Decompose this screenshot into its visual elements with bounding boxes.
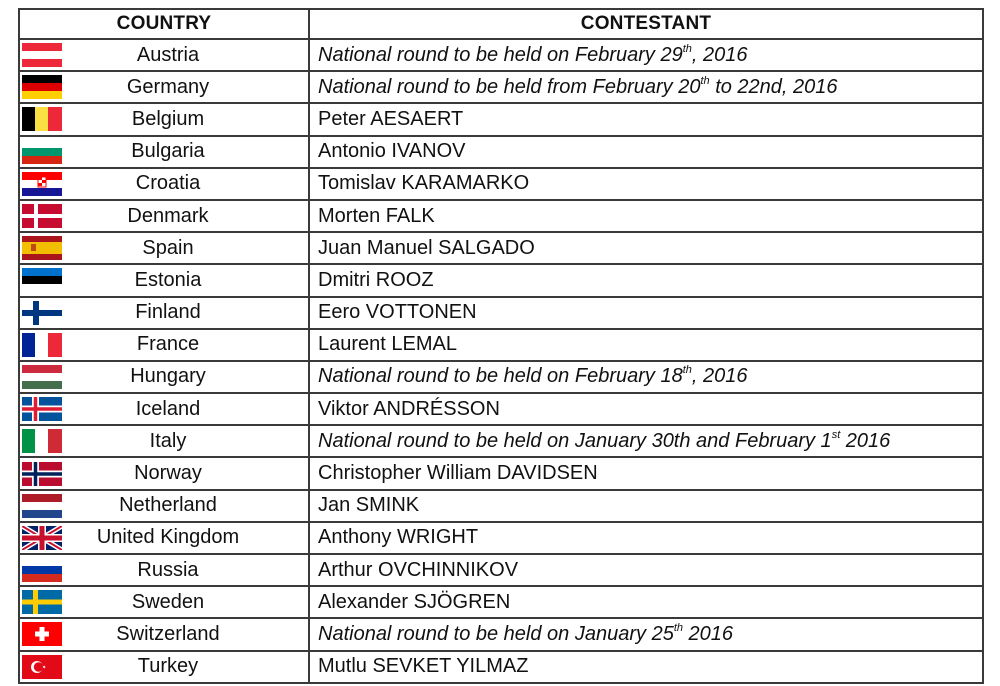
contestant-text: National round to be held on February 29 <box>318 43 683 66</box>
croatia-flag-icon <box>22 172 62 196</box>
country-name: Spain <box>142 236 194 259</box>
contestant-text: , 2016 <box>691 365 748 388</box>
contestant-text: Laurent LEMAL <box>318 333 457 356</box>
germany-flag-icon <box>22 75 62 99</box>
contestant-cell <box>309 651 983 683</box>
contestant-text: National round to be held on January 25 <box>318 622 674 645</box>
table-row <box>19 522 983 554</box>
country-cell <box>19 136 309 168</box>
table-row <box>19 329 983 361</box>
header-row <box>19 9 983 39</box>
estonia-flag-icon <box>22 268 62 292</box>
table-row <box>19 232 983 264</box>
contestant-cell <box>309 264 983 296</box>
contestant-cell <box>309 393 983 425</box>
country-name: Russia <box>137 558 199 581</box>
ordinal-suffix: th <box>673 621 683 634</box>
table-row <box>19 618 983 650</box>
country-cell <box>19 168 309 200</box>
iceland-flag-icon <box>22 397 62 421</box>
table-row <box>19 200 983 232</box>
country-cell <box>19 297 309 329</box>
table-row <box>19 136 983 168</box>
contestants-table <box>18 8 984 684</box>
country-name: Norway <box>134 462 202 485</box>
contestant-cell <box>309 457 983 489</box>
country-cell <box>19 103 309 135</box>
spain-flag-icon <box>22 236 62 260</box>
contestant-text: Christopher William DAVIDSEN <box>318 462 598 485</box>
switzerland-flag-icon <box>22 622 62 646</box>
belgium-flag-icon <box>22 107 62 131</box>
table-body <box>19 39 983 683</box>
contestant-cell <box>309 71 983 103</box>
country-cell <box>19 651 309 683</box>
contestant-cell <box>309 522 983 554</box>
contestant-text: Arthur OVCHINNIKOV <box>318 558 519 581</box>
contestant-cell <box>309 168 983 200</box>
country-cell <box>19 329 309 361</box>
country-cell <box>19 618 309 650</box>
country-name: Iceland <box>135 397 201 420</box>
table-row <box>19 103 983 135</box>
contestant-text: , 2016 <box>691 43 748 66</box>
country-cell <box>19 264 309 296</box>
country-cell <box>19 39 309 71</box>
contestant-text: Mutlu SEVKET YILMAZ <box>318 655 529 678</box>
table-row <box>19 490 983 522</box>
table-row <box>19 651 983 683</box>
contestant-cell <box>309 425 983 457</box>
table-row <box>19 425 983 457</box>
table-row <box>19 168 983 200</box>
country-cell <box>19 522 309 554</box>
netherlands-flag-icon <box>22 494 62 518</box>
contestant-text: to 22nd, 2016 <box>709 75 838 98</box>
austria-flag-icon <box>22 43 62 67</box>
table-row <box>19 361 983 393</box>
country-cell <box>19 71 309 103</box>
country-cell <box>19 232 309 264</box>
ordinal-suffix: th <box>682 42 692 55</box>
contestant-cell <box>309 586 983 618</box>
contestant-text: Dmitri ROOZ <box>318 268 434 291</box>
country-name: Denmark <box>127 204 209 227</box>
table-row <box>19 39 983 71</box>
country-cell <box>19 200 309 232</box>
france-flag-icon <box>22 333 62 357</box>
table-row <box>19 393 983 425</box>
country-name: Sweden <box>131 590 205 613</box>
contestant-text: Anthony WRIGHT <box>318 526 479 549</box>
contestant-text: 2016 <box>840 429 891 452</box>
contestant-cell <box>309 361 983 393</box>
country-name: France <box>136 333 200 356</box>
norway-flag-icon <box>22 462 62 486</box>
country-name: United Kingdom <box>96 526 240 549</box>
table-row <box>19 71 983 103</box>
contestant-cell <box>309 200 983 232</box>
country-name: Italy <box>149 429 187 452</box>
country-cell <box>19 586 309 618</box>
table-row <box>19 586 983 618</box>
russia-flag-icon <box>22 558 62 582</box>
ordinal-suffix: th <box>682 364 692 377</box>
country-cell <box>19 457 309 489</box>
contestant-text: Peter AESAERT <box>318 107 464 130</box>
contestant-cell <box>309 39 983 71</box>
country-name: Bulgaria <box>131 140 205 163</box>
denmark-flag-icon <box>22 204 62 228</box>
country-cell <box>19 490 309 522</box>
table-row <box>19 457 983 489</box>
contestant-text: Juan Manuel SALGADO <box>318 236 535 259</box>
table-row <box>19 264 983 296</box>
country-cell <box>19 361 309 393</box>
turkey-flag-icon <box>22 655 62 679</box>
sweden-flag-icon <box>22 590 62 614</box>
country-name: Turkey <box>137 655 199 678</box>
country-cell <box>19 425 309 457</box>
contestant-cell <box>309 554 983 586</box>
country-name: Netherland <box>119 494 217 517</box>
table-row <box>19 554 983 586</box>
country-name: Belgium <box>131 107 205 130</box>
contestant-cell <box>309 136 983 168</box>
united-kingdom-flag-icon <box>22 526 62 550</box>
contestant-cell <box>309 329 983 361</box>
country-name: Austria <box>136 43 200 66</box>
contestant-text: National round to be held from February 20 <box>318 75 701 98</box>
contestant-text: Eero VOTTONEN <box>318 301 477 324</box>
country-name: Germany <box>126 75 210 98</box>
contestant-text: 2016 <box>683 622 734 645</box>
hungary-flag-icon <box>22 365 62 389</box>
contestant-text: Morten FALK <box>318 204 435 227</box>
contestant-text: National round to be held on February 18 <box>318 365 683 388</box>
contestant-text: National round to be held on January 30th and February 1 <box>318 429 832 452</box>
country-name: Croatia <box>135 172 201 195</box>
table-row <box>19 297 983 329</box>
contestant-text: Tomislav KARAMARKO <box>318 172 530 195</box>
contestant-text: Viktor ANDRÉSSON <box>318 397 500 420</box>
country-name: Hungary <box>130 365 206 388</box>
contestant-cell <box>309 490 983 522</box>
contestant-cell <box>309 618 983 650</box>
ordinal-suffix: st <box>831 428 841 441</box>
ordinal-suffix: th <box>700 74 710 87</box>
finland-flag-icon <box>22 301 62 325</box>
country-name: Switzerland <box>116 622 220 645</box>
contestant-column-header: CONTESTANT <box>309 9 983 39</box>
contestant-cell <box>309 103 983 135</box>
contestant-text: Alexander SJÖGREN <box>318 590 511 613</box>
italy-flag-icon <box>22 429 62 453</box>
country-cell <box>19 393 309 425</box>
country-column-header: COUNTRY <box>19 9 309 39</box>
contestant-text: Antonio IVANOV <box>318 140 466 163</box>
country-name: Finland <box>135 301 201 324</box>
contestant-cell <box>309 232 983 264</box>
contestant-cell <box>309 297 983 329</box>
contestant-text: Jan SMINK <box>318 494 420 517</box>
bulgaria-flag-icon <box>22 140 62 164</box>
country-name: Estonia <box>134 268 202 291</box>
country-cell <box>19 554 309 586</box>
